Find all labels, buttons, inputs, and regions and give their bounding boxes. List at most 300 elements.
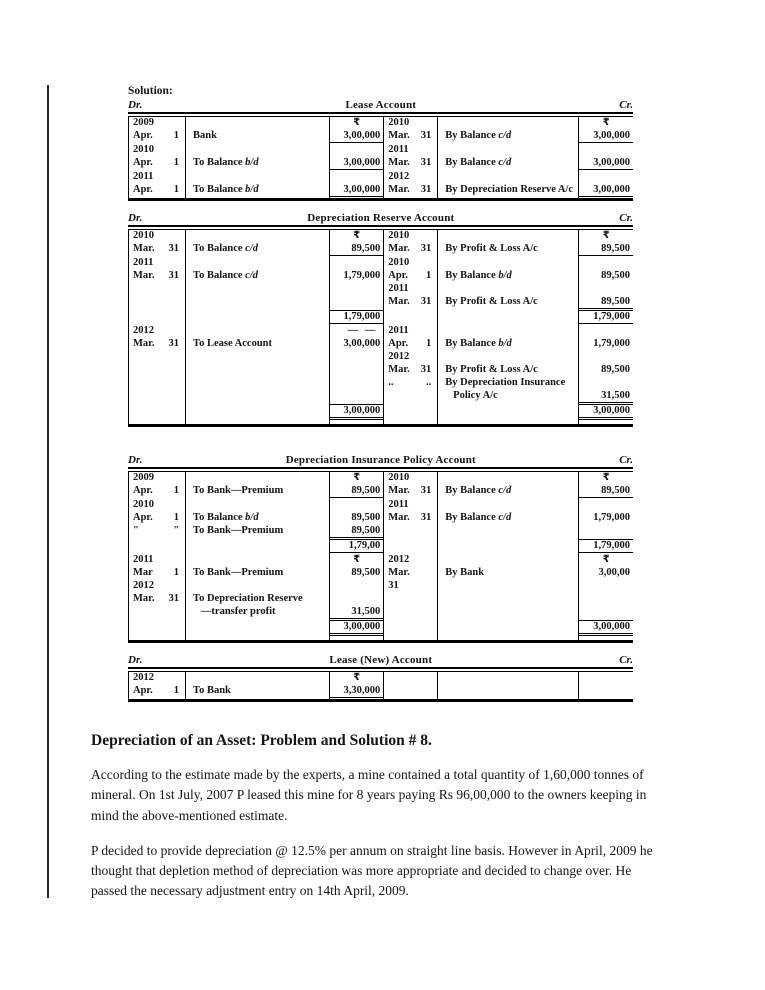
ledger-cell <box>186 390 330 404</box>
ledger-cell <box>186 230 330 244</box>
cr-label: Cr. <box>619 99 633 111</box>
amount-text: ₹ <box>602 554 610 565</box>
ledger-cell <box>384 270 438 283</box>
ledger-cell <box>330 144 384 157</box>
ledger-cell: To Balance b/d <box>193 184 259 195</box>
ledger-cell <box>384 512 438 525</box>
date-day: 31 <box>168 338 180 349</box>
ledger-cell <box>384 672 438 686</box>
ledger-cell <box>579 685 633 699</box>
ledger-cell <box>129 296 186 310</box>
ledger-cell: By Balance c/d <box>438 485 579 499</box>
ledger-cell <box>129 310 186 325</box>
date-day: 1 <box>173 485 180 496</box>
date-text: 2010 <box>133 230 154 241</box>
date-text: 2010 <box>133 499 154 510</box>
ledger-cell <box>186 325 330 338</box>
ledger-cell <box>330 672 384 686</box>
ledger-cell <box>129 404 186 424</box>
ledger-cell: Bank <box>193 130 217 141</box>
date-text: Apr. <box>133 184 153 195</box>
amount-text: ₹ <box>353 672 361 683</box>
ledger-cell <box>579 157 633 171</box>
ledger-cell <box>129 593 186 606</box>
paragraph-2: P decided to provide depreciation @ 12.5% per annum on straight line basis. However in April, 2009 he thought that depletion method of depreciation was more appropriate and decided to change over. He passed the necessary adjustment entry on 14th April, 2009. <box>91 842 653 899</box>
ledger-cell <box>384 257 438 270</box>
ledger-cell <box>384 184 438 198</box>
ledger-row <box>129 184 634 198</box>
ledger-cell <box>384 325 438 338</box>
ledger-cell <box>330 157 384 171</box>
ledger-cell <box>579 567 633 580</box>
depreciation-reserve-account-table <box>128 229 633 424</box>
date-text: 2012 <box>133 325 154 336</box>
ledger-row <box>129 296 634 310</box>
ledger-cell <box>129 567 186 580</box>
ledger-cell <box>330 606 384 620</box>
ledger-cell <box>579 377 633 390</box>
amount-text: 3,00,000 <box>330 620 383 636</box>
ledger-cell: By Bank <box>438 567 579 580</box>
ledger-cell <box>579 620 633 640</box>
date-text: 2011 <box>388 283 409 294</box>
ledger-cell <box>129 270 186 283</box>
ledger-cell <box>438 230 579 244</box>
ledger-cell <box>384 243 438 257</box>
date-text: 2011 <box>388 499 409 510</box>
date-text: Mar. <box>388 184 410 195</box>
account-title: Lease Account <box>345 99 417 111</box>
ledger-row <box>129 117 634 131</box>
dr-label: Dr. <box>128 212 143 224</box>
ledger-cell <box>330 338 384 351</box>
ledger-cell: To Bank—Premium <box>193 567 284 578</box>
depreciation-insurance-policy-account-header <box>128 454 633 469</box>
ledger-cell <box>330 525 384 539</box>
date-day: 1 <box>173 184 180 195</box>
ledger-cell: By Depreciation Reserve A/c <box>438 184 579 198</box>
ledger-cell <box>384 525 438 539</box>
ledger-cell <box>129 472 186 486</box>
ledger-cell <box>438 404 579 424</box>
date-text: .. <box>388 377 394 388</box>
ledger-cell <box>330 117 384 131</box>
amount-text: 1,79,000 <box>579 539 633 553</box>
ledger-row <box>129 525 634 539</box>
ledger-cell <box>186 554 330 567</box>
ledger-cell: By Balance c/d <box>438 130 579 144</box>
date-text: 2010 <box>388 230 410 241</box>
ledger-cell <box>186 539 330 554</box>
date-text: Apr. <box>133 130 153 141</box>
depreciation-insurance-policy-account-table-frame <box>128 471 633 643</box>
depreciation-insurance-policy-account-table <box>128 471 633 640</box>
lease-account-header <box>128 99 633 114</box>
amount-text: 89,500 <box>579 485 633 498</box>
ledger-cell: By Profit & Loss A/c <box>438 296 579 310</box>
date-text: 2011 <box>388 325 409 336</box>
amount-text: 1,79,000 <box>593 338 630 349</box>
ledger-cell: To Bank—Premium <box>193 525 284 536</box>
amount-text: ₹ <box>353 230 361 241</box>
amount-text: 1,79,000 <box>593 512 630 523</box>
date-text: 2011 <box>388 144 409 155</box>
ledger-cell <box>384 171 438 184</box>
ledger-cell <box>384 620 438 640</box>
date-text: Mar. <box>388 130 410 141</box>
amount-text: 89,500 <box>351 512 381 523</box>
date-day: 1 <box>173 512 180 523</box>
ledger-cell: By Profit & Loss A/c <box>438 364 579 377</box>
date-text: Apr. <box>133 685 153 696</box>
ledger-cell <box>129 512 186 525</box>
date-day: " <box>173 525 180 536</box>
ledger-cell <box>579 672 633 686</box>
ledger-cell <box>129 171 186 184</box>
ledger-cell <box>438 283 579 296</box>
ledger-cell: By Depreciation Insurance <box>438 377 579 390</box>
ledger-row <box>129 144 634 157</box>
amount-text: 3,00,000 <box>579 620 633 636</box>
amount-text: 3,00,000 <box>330 184 383 197</box>
ledger-cell <box>186 171 330 184</box>
ledger-cell <box>579 283 633 296</box>
document-page <box>91 85 669 902</box>
ledger-cell <box>579 593 633 606</box>
ledger-cell <box>579 539 633 554</box>
depreciation-reserve-account-header <box>128 212 633 227</box>
ledger-cell <box>330 390 384 404</box>
date-day: 31 <box>168 270 180 281</box>
ledger-cell <box>384 554 438 567</box>
ledger-cell <box>330 270 384 283</box>
ledger-cell <box>579 404 633 424</box>
lease-account-table-frame <box>128 116 633 201</box>
date-day: 31 <box>420 130 432 141</box>
amount-text: 89,500 <box>601 364 630 375</box>
amount-text: 89,500 <box>579 296 633 309</box>
date-text: 2012 <box>388 554 410 565</box>
ledger-row <box>129 390 634 404</box>
date-day: 31 <box>420 243 432 254</box>
depreciation-reserve-account <box>128 212 633 427</box>
ledger-cell <box>330 404 384 424</box>
ledger-cell <box>186 472 330 486</box>
amount-text: 3,00,000 <box>579 184 633 197</box>
ledger-cell <box>129 144 186 157</box>
ledger-cell <box>384 580 438 593</box>
ledger-cell <box>330 296 384 310</box>
ledger-row <box>129 672 634 686</box>
cr-label: Cr. <box>619 212 633 224</box>
date-text: Mar. <box>388 243 410 254</box>
ledger-cell <box>438 325 579 338</box>
amount-text: 89,500 <box>351 567 381 578</box>
date-text: Apr. <box>133 485 153 496</box>
ledger-cell <box>384 377 438 390</box>
ledger-cell <box>438 554 579 567</box>
ledger-cell <box>330 472 384 486</box>
ledger-cell <box>579 257 633 270</box>
ledger-cell: By Balance c/d <box>438 157 579 171</box>
date-text: 2011 <box>133 171 154 182</box>
ledger-cell <box>330 377 384 390</box>
depreciation-reserve-account-table-frame <box>128 229 633 427</box>
amount-text: 89,500 <box>330 525 383 538</box>
ledger-cell <box>330 310 384 325</box>
date-day: 1 <box>173 157 180 168</box>
ledger-cell <box>186 580 330 593</box>
date-day: 31 <box>420 485 432 496</box>
date-day: 1 <box>426 270 432 281</box>
ledger-cell <box>579 580 633 593</box>
ledger-cell <box>186 351 330 364</box>
ledger-row <box>129 243 634 257</box>
ledger-cell <box>384 144 438 157</box>
ledger-row <box>129 539 634 554</box>
ledger-cell <box>330 257 384 270</box>
lease-new-account-header <box>128 654 633 669</box>
amount-text: 31,500 <box>330 606 383 619</box>
ledger-cell <box>384 499 438 512</box>
paragraph-1: According to the estimate made by the experts, a mine contained a total quantity of 1,60,000 tonnes of mineral. On 1st July, 2007 P leased this mine for 8 years paying Rs 96,00,000 to the owners keeping in mind the above-mentioned estimate. <box>91 767 647 823</box>
date-text: Apr. <box>388 338 408 349</box>
ledger-cell <box>384 539 438 554</box>
ledger-cell <box>129 338 186 351</box>
ledger-row <box>129 364 634 377</box>
amount-text: ₹ <box>353 472 361 483</box>
date-text: 2010 <box>388 472 410 483</box>
ledger-cell <box>438 144 579 157</box>
date-day: 31 <box>168 593 180 604</box>
date-text: Mar. <box>388 485 410 496</box>
amount-text: 1,79,000 <box>579 310 633 324</box>
date-day: .. <box>426 377 432 388</box>
ledger-row <box>129 554 634 567</box>
solution-label: Solution: <box>128 85 173 97</box>
ledger-row <box>129 351 634 364</box>
ledger-cell <box>129 184 186 198</box>
ledger-cell <box>438 620 579 640</box>
ledger-cell <box>384 390 438 404</box>
lease-new-account-table <box>128 671 633 699</box>
ledger-row <box>129 404 634 424</box>
ledger-cell <box>579 499 633 512</box>
ledger-cell <box>330 325 384 338</box>
date-text: 2009 <box>133 472 154 483</box>
amount-text: 89,500 <box>330 485 383 498</box>
ledger-cell <box>579 554 633 567</box>
account-title: Depreciation Insurance Policy Account <box>285 454 476 466</box>
date-text: Mar. <box>133 593 155 604</box>
ledger-cell <box>579 390 633 404</box>
ledger-cell: To Balance b/d <box>193 512 259 523</box>
section-heading: Depreciation of an Asset: Problem and Solution # 8. <box>91 732 432 749</box>
date-text: Mar. <box>388 567 410 578</box>
amount-text: 3,00,000 <box>330 130 383 143</box>
amount-text: 1,79,00 <box>330 539 383 553</box>
amount-text: 1,79,000 <box>343 270 381 281</box>
ledger-cell <box>129 117 186 131</box>
ledger-cell <box>330 593 384 606</box>
ledger-cell <box>579 270 633 283</box>
amount-text: 3,00,00 <box>598 567 630 578</box>
ledger-cell <box>579 338 633 351</box>
ledger-cell <box>384 157 438 171</box>
amount-text: 3,00,000 <box>330 157 383 170</box>
ledger-row <box>129 310 634 325</box>
amount-text: ₹ <box>353 117 361 128</box>
ledger-cell <box>330 512 384 525</box>
date-text: 2012 <box>133 672 154 683</box>
ledger-cell <box>579 351 633 364</box>
ledger-row <box>129 325 634 338</box>
date-day: 31 <box>168 243 180 254</box>
ledger-cell: By Profit & Loss A/c <box>438 243 579 257</box>
ledger-cell <box>579 243 633 257</box>
depreciation-insurance-policy-account <box>128 454 633 643</box>
ledger-cell <box>438 580 579 593</box>
amount-text: 89,500 <box>330 243 383 256</box>
ledger-cell <box>330 130 384 144</box>
ledger-cell <box>579 525 633 539</box>
ledger-cell <box>330 554 384 567</box>
date-day: 31 <box>420 512 432 523</box>
ledger-cell <box>129 157 186 171</box>
date-text: Mar. <box>388 364 410 375</box>
ledger-cell <box>384 472 438 486</box>
ledger-tables <box>128 99 633 702</box>
ledger-cell <box>186 499 330 512</box>
ledger-cell <box>330 485 384 499</box>
ledger-cell <box>579 144 633 157</box>
date-day: 1 <box>173 685 180 696</box>
ledger-cell <box>129 580 186 593</box>
ledger-cell <box>438 606 579 620</box>
amount-text: 3,00,000 <box>343 338 381 349</box>
ledger-cell <box>579 472 633 486</box>
ledger-cell <box>330 364 384 377</box>
date-text: Mar. <box>133 243 155 254</box>
amount-text: 31,500 <box>579 390 633 403</box>
date-text: 2011 <box>133 257 154 268</box>
ledger-cell <box>129 672 186 686</box>
dr-label: Dr. <box>128 654 143 666</box>
date-day: 1 <box>426 338 432 349</box>
ledger-cell: —transfer profit <box>193 606 276 617</box>
ledger-cell <box>330 184 384 198</box>
date-text: Mar. <box>133 338 155 349</box>
ledger-cell <box>384 567 438 580</box>
ledger-cell: To Depreciation Reserve <box>193 593 303 604</box>
ledger-cell <box>384 130 438 144</box>
ledger-row <box>129 580 634 593</box>
date-text: 2012 <box>388 171 410 182</box>
ledger-cell <box>579 310 633 325</box>
ledger-row <box>129 338 634 351</box>
amount-text: ₹ <box>602 230 610 241</box>
ledger-row <box>129 472 634 486</box>
ledger-cell: To Bank—Premium <box>193 485 284 496</box>
ledger-cell <box>384 296 438 310</box>
ledger-cell: By Balance b/d <box>438 270 579 283</box>
ledger-row <box>129 283 634 296</box>
ledger-cell <box>384 593 438 606</box>
account-title: Depreciation Reserve Account <box>307 212 455 224</box>
amount-text: ₹ <box>353 554 361 565</box>
ledger-cell <box>579 364 633 377</box>
cr-label: Cr. <box>619 454 633 466</box>
ledger-row <box>129 499 634 512</box>
date-day: 1 <box>173 567 180 578</box>
ledger-cell <box>384 364 438 377</box>
ledger-cell <box>384 351 438 364</box>
ledger-cell <box>579 171 633 184</box>
ledger-row <box>129 606 634 620</box>
dr-label: Dr. <box>128 99 143 111</box>
ledger-cell <box>579 512 633 525</box>
ledger-cell <box>579 117 633 131</box>
ledger-row <box>129 593 634 606</box>
ledger-cell <box>438 117 579 131</box>
ledger-cell: To Lease Account <box>193 338 272 349</box>
ledger-cell <box>186 144 330 157</box>
ledger-cell <box>129 606 186 620</box>
ledger-cell: To Balance c/d <box>193 243 258 254</box>
date-text: 2011 <box>133 554 154 565</box>
ledger-cell <box>438 171 579 184</box>
ledger-cell <box>186 283 330 296</box>
ledger-cell <box>384 310 438 325</box>
date-text: 2010 <box>133 144 154 155</box>
ledger-cell <box>330 499 384 512</box>
ledger-cell <box>438 499 579 512</box>
ledger-cell <box>330 283 384 296</box>
ledger-row <box>129 257 634 270</box>
ledger-cell <box>186 672 330 686</box>
ledger-cell <box>129 539 186 554</box>
lease-account-table <box>128 116 633 198</box>
ledger-cell: To Balance c/d <box>193 270 258 281</box>
date-text: Apr. <box>133 512 153 523</box>
ledger-row <box>129 130 634 144</box>
ledger-cell <box>186 404 330 424</box>
amount-text: — — <box>347 325 378 336</box>
ledger-cell <box>384 606 438 620</box>
ledger-row <box>129 377 634 390</box>
ledger-cell <box>129 230 186 244</box>
ledger-row <box>129 512 634 525</box>
ledger-cell: By Balance c/d <box>438 512 579 525</box>
ledger-row <box>129 685 634 699</box>
ledger-cell <box>384 283 438 296</box>
ledger-cell <box>129 620 186 640</box>
date-text: 2010 <box>388 117 410 128</box>
ledger-cell <box>129 364 186 377</box>
ledger-cell <box>129 377 186 390</box>
amount-text: ₹ <box>602 117 610 128</box>
ledger-cell <box>129 283 186 296</box>
ledger-cell <box>384 117 438 131</box>
date-text: 2009 <box>133 117 154 128</box>
ledger-cell <box>129 130 186 144</box>
ledger-cell <box>330 171 384 184</box>
lease-new-account <box>128 654 633 702</box>
ledger-cell <box>438 672 579 686</box>
ledger-cell <box>129 499 186 512</box>
ledger-cell <box>186 296 330 310</box>
amount-text: ₹ <box>602 472 610 483</box>
